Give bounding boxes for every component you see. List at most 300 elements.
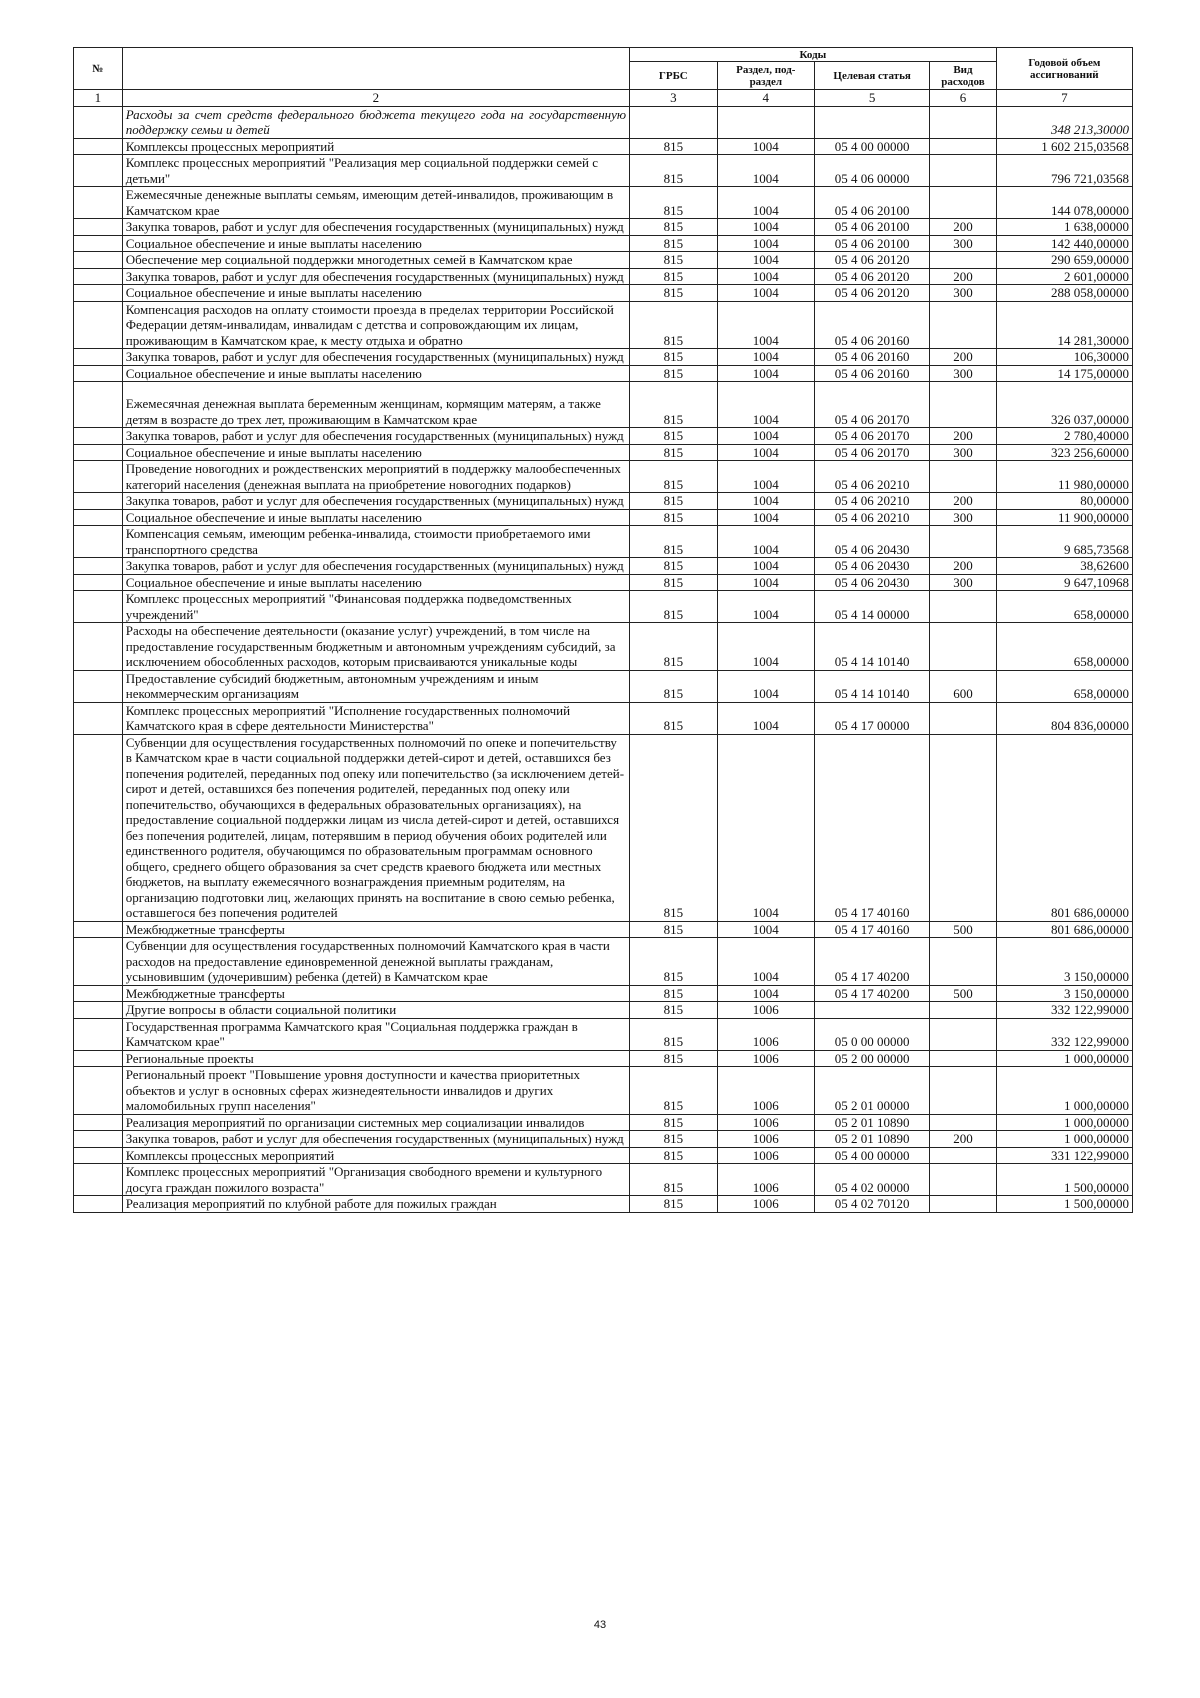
row-num-cell: [74, 219, 123, 236]
table-row: [74, 187, 1133, 219]
row-vid: [930, 1050, 996, 1067]
row-num-cell: [74, 461, 123, 493]
table-row: [74, 268, 1133, 285]
row-num-cell: [74, 702, 123, 734]
row-razdel: 1004: [717, 702, 814, 734]
row-vid: [930, 1147, 996, 1164]
row-cel-stat: 05 4 06 20120: [815, 268, 930, 285]
row-razdel: 1004: [717, 985, 814, 1002]
row-vid: [930, 1067, 996, 1115]
row-name: Межбюджетные трансферты: [122, 985, 629, 1002]
row-name: Социальное обеспечение и иные выплаты населению: [122, 509, 629, 526]
row-name: Реализация мероприятий по организации системных мер социализации инвалидов: [122, 1114, 629, 1131]
row-sum: 658,00000: [996, 591, 1132, 623]
row-sum: 3 150,00000: [996, 938, 1132, 986]
row-grbs: 815: [630, 382, 718, 428]
row-grbs: 815: [630, 938, 718, 986]
row-sum: 1 000,00000: [996, 1114, 1132, 1131]
row-cel-stat: 05 4 14 10140: [815, 623, 930, 671]
row-cel-stat: 05 4 06 20120: [815, 285, 930, 302]
row-razdel: 1004: [717, 428, 814, 445]
row-num-cell: [74, 558, 123, 575]
row-name: Закупка товаров, работ и услуг для обеспечения государственных (муниципальных) нужд: [122, 268, 629, 285]
row-num-cell: [74, 1196, 123, 1213]
row-cel-stat: 05 2 01 00000: [815, 1067, 930, 1115]
row-grbs: 815: [630, 1050, 718, 1067]
table-row: [74, 1147, 1133, 1164]
row-razdel: 1004: [717, 591, 814, 623]
table-row: [74, 1018, 1133, 1050]
row-cel-stat: [815, 1002, 930, 1019]
row-grbs: 815: [630, 285, 718, 302]
page-number: 43: [593, 1619, 607, 1631]
row-razdel: 1006: [717, 1050, 814, 1067]
row-vid: [930, 106, 996, 138]
row-vid: 300: [930, 285, 996, 302]
row-grbs: 815: [630, 444, 718, 461]
row-grbs: 815: [630, 921, 718, 938]
row-razdel: 1004: [717, 252, 814, 269]
row-grbs: [630, 106, 718, 138]
row-name: Расходы за счет средств федерального бюджета текущего года на государственную поддержку семьи и детей: [122, 106, 629, 138]
row-sum: 3 150,00000: [996, 985, 1132, 1002]
row-razdel: 1004: [717, 461, 814, 493]
table-row: [74, 365, 1133, 382]
row-name: Комплексы процессных мероприятий: [122, 138, 629, 155]
row-vid: [930, 252, 996, 269]
row-razdel: 1004: [717, 938, 814, 986]
row-name: Ежемесячные денежные выплаты семьям, имеющим детей-инвалидов, проживающим в Камчатском крае: [122, 187, 629, 219]
row-grbs: 815: [630, 591, 718, 623]
row-grbs: 815: [630, 1147, 718, 1164]
row-vid: [930, 461, 996, 493]
row-razdel: [717, 106, 814, 138]
row-vid: [930, 1018, 996, 1050]
table-row: [74, 591, 1133, 623]
row-num-cell: [74, 1067, 123, 1115]
col-index: 2: [122, 90, 629, 107]
row-sum: 9 647,10968: [996, 574, 1132, 591]
table-row: [74, 509, 1133, 526]
table-row: [74, 382, 1133, 428]
row-grbs: 815: [630, 235, 718, 252]
table-body: [74, 106, 1133, 1212]
row-grbs: 815: [630, 1114, 718, 1131]
row-cel-stat: 05 4 06 20210: [815, 461, 930, 493]
row-cel-stat: 05 4 17 40200: [815, 985, 930, 1002]
row-grbs: 815: [630, 428, 718, 445]
row-num-cell: [74, 382, 123, 428]
row-num-cell: [74, 1050, 123, 1067]
row-cel-stat: 05 4 17 00000: [815, 702, 930, 734]
row-cel-stat: 05 4 06 20210: [815, 493, 930, 510]
row-grbs: 815: [630, 461, 718, 493]
row-name: Проведение новогодних и рождественских мероприятий в поддержку малообеспеченных категорий населения (денежная выплата на приобретение новогодних подарков): [122, 461, 629, 493]
row-grbs: 815: [630, 1164, 718, 1196]
row-razdel: 1006: [717, 1164, 814, 1196]
row-sum: 658,00000: [996, 670, 1132, 702]
row-vid: 300: [930, 509, 996, 526]
row-num-cell: [74, 268, 123, 285]
row-razdel: 1004: [717, 444, 814, 461]
row-num-cell: [74, 235, 123, 252]
header-name-blank: [122, 48, 629, 90]
header-num: №: [74, 48, 123, 90]
row-name: Субвенции для осуществления государственных полномочий Камчатского края в части расходов на предоставление единовременной денежной выплаты гражданам, усыновившим (удочерившим) ребенка (детей) в Камчатском крае: [122, 938, 629, 986]
table-row: [74, 526, 1133, 558]
row-razdel: 1004: [717, 187, 814, 219]
row-sum: 11 980,00000: [996, 461, 1132, 493]
row-num-cell: [74, 670, 123, 702]
row-cel-stat: 05 4 06 20100: [815, 235, 930, 252]
row-grbs: 815: [630, 509, 718, 526]
row-name: Закупка товаров, работ и услуг для обеспечения государственных (муниципальных) нужд: [122, 428, 629, 445]
row-num-cell: [74, 623, 123, 671]
row-grbs: 815: [630, 985, 718, 1002]
row-cel-stat: 05 4 14 00000: [815, 591, 930, 623]
row-grbs: 815: [630, 670, 718, 702]
row-grbs: 815: [630, 349, 718, 366]
row-sum: 332 122,99000: [996, 1018, 1132, 1050]
row-num-cell: [74, 285, 123, 302]
header-cel-stat: Целевая статья: [815, 62, 930, 90]
row-vid: [930, 1114, 996, 1131]
row-grbs: 815: [630, 526, 718, 558]
row-razdel: 1004: [717, 574, 814, 591]
row-sum: 1 638,00000: [996, 219, 1132, 236]
row-sum: 804 836,00000: [996, 702, 1132, 734]
row-vid: 200: [930, 428, 996, 445]
budget-table: [73, 47, 1133, 1213]
row-vid: [930, 702, 996, 734]
row-razdel: 1004: [717, 235, 814, 252]
table-row: [74, 623, 1133, 671]
table-row: [74, 1196, 1133, 1213]
row-razdel: 1004: [717, 921, 814, 938]
row-num-cell: [74, 1164, 123, 1196]
row-cel-stat: 05 4 02 70120: [815, 1196, 930, 1213]
row-grbs: 815: [630, 702, 718, 734]
row-cel-stat: 05 4 06 00000: [815, 155, 930, 187]
col-index: 3: [630, 90, 718, 107]
row-sum: 331 122,99000: [996, 1147, 1132, 1164]
table-row: [74, 558, 1133, 575]
table-row: [74, 1050, 1133, 1067]
row-grbs: 815: [630, 1196, 718, 1213]
row-grbs: 815: [630, 187, 718, 219]
row-razdel: 1006: [717, 1131, 814, 1148]
row-name: Социальное обеспечение и иные выплаты населению: [122, 235, 629, 252]
row-num-cell: [74, 106, 123, 138]
row-sum: 658,00000: [996, 623, 1132, 671]
row-grbs: 815: [630, 365, 718, 382]
row-cel-stat: 05 4 06 20160: [815, 365, 930, 382]
row-sum: 801 686,00000: [996, 734, 1132, 921]
row-sum: 80,00000: [996, 493, 1132, 510]
row-name: Другие вопросы в области социальной политики: [122, 1002, 629, 1019]
col-index: 6: [930, 90, 996, 107]
table-row: [74, 461, 1133, 493]
row-sum: 2 780,40000: [996, 428, 1132, 445]
row-vid: 300: [930, 574, 996, 591]
row-num-cell: [74, 1002, 123, 1019]
row-sum: 1 500,00000: [996, 1196, 1132, 1213]
row-cel-stat: 05 4 06 20120: [815, 252, 930, 269]
row-name: Межбюджетные трансферты: [122, 921, 629, 938]
row-razdel: 1006: [717, 1147, 814, 1164]
row-vid: [930, 938, 996, 986]
row-grbs: 815: [630, 219, 718, 236]
row-num-cell: [74, 444, 123, 461]
table-row: [74, 444, 1133, 461]
row-num-cell: [74, 921, 123, 938]
row-name: Закупка товаров, работ и услуг для обеспечения государственных (муниципальных) нужд: [122, 493, 629, 510]
row-cel-stat: 05 4 06 20430: [815, 574, 930, 591]
row-cel-stat: 05 4 06 20170: [815, 428, 930, 445]
row-vid: [930, 187, 996, 219]
row-grbs: 815: [630, 301, 718, 349]
table-row: [74, 1067, 1133, 1115]
row-razdel: 1004: [717, 526, 814, 558]
table-row: [74, 155, 1133, 187]
row-name: Закупка товаров, работ и услуг для обеспечения государственных (муниципальных) нужд: [122, 219, 629, 236]
row-cel-stat: 05 4 06 20160: [815, 349, 930, 366]
row-vid: 600: [930, 670, 996, 702]
row-vid: [930, 734, 996, 921]
row-vid: 500: [930, 985, 996, 1002]
row-sum: 1 500,00000: [996, 1164, 1132, 1196]
row-name: Социальное обеспечение и иные выплаты населению: [122, 444, 629, 461]
row-cel-stat: 05 4 17 40160: [815, 734, 930, 921]
row-sum: 14 175,00000: [996, 365, 1132, 382]
budget-sheet: [73, 47, 1133, 1213]
row-vid: [930, 1196, 996, 1213]
row-razdel: 1004: [717, 285, 814, 302]
table-row: [74, 301, 1133, 349]
row-num-cell: [74, 301, 123, 349]
row-cel-stat: 05 4 06 20160: [815, 301, 930, 349]
row-name: Субвенции для осуществления государственных полномочий по опеке и попечительству в Камчатском крае в части социальной поддержки детей-сирот и детей, оставшихся без попечения родителей, переданных под опеку или попечительство (за исключением детей-сирот и детей, оставшихся без попечения родителей, переданных под опеку или попечительство, обучающихся в федеральных образовательных организациях), на предоставление социальной поддержки лицам из числа детей-сирот и детей, оставшихся без попечения родителей, лицам, потерявшим в период обучения обоих родителей или единственного родителя, обучающимся по образовательным программам основного общего, среднего общего образования за счет средств краевого бюджета или местных бюджетов, на выплату ежемесячного вознаграждения приемным родителям, на организацию подготовки лиц, желающих принять на воспитание в свою семью ребенка, оставшегося без попечения родителей: [122, 734, 629, 921]
row-num-cell: [74, 365, 123, 382]
header-kody: Коды: [630, 48, 997, 62]
row-name: Предоставление субсидий бюджетным, автономным учреждениям и иным некоммерческим организациям: [122, 670, 629, 702]
row-razdel: 1006: [717, 1196, 814, 1213]
table-row: [74, 1131, 1133, 1148]
row-name: Ежемесячная денежная выплата беременным женщинам, кормящим матерям, а также детям в возрасте до трех лет, проживающим в Камчатском крае: [122, 382, 629, 428]
table-row: [74, 138, 1133, 155]
row-sum: 142 440,00000: [996, 235, 1132, 252]
row-cel-stat: 05 4 06 20100: [815, 219, 930, 236]
row-name: Расходы на обеспечение деятельности (оказание услуг) учреждений, в том числе на предоставление государственным бюджетным и автономным учреждениям субсидий, за исключением обособленных расходов, которым присваиваются уникальные коды: [122, 623, 629, 671]
row-name: Комплексы процессных мероприятий: [122, 1147, 629, 1164]
row-name: Закупка товаров, работ и услуг для обеспечения государственных (муниципальных) нужд: [122, 1131, 629, 1148]
row-num-cell: [74, 985, 123, 1002]
row-razdel: 1004: [717, 509, 814, 526]
row-razdel: 1004: [717, 670, 814, 702]
row-num-cell: [74, 349, 123, 366]
row-name: Региональный проект "Повышение уровня доступности и качества приоритетных объектов и услуг в основных сферах жизнедеятельности инвалидов и других маломобильных групп населения": [122, 1067, 629, 1115]
row-razdel: 1004: [717, 301, 814, 349]
row-cel-stat: 05 4 14 10140: [815, 670, 930, 702]
row-sum: 348 213,30000: [996, 106, 1132, 138]
row-razdel: 1004: [717, 558, 814, 575]
row-razdel: 1004: [717, 493, 814, 510]
row-razdel: 1006: [717, 1002, 814, 1019]
table-row: [74, 219, 1133, 236]
row-sum: 801 686,00000: [996, 921, 1132, 938]
row-sum: 1 000,00000: [996, 1131, 1132, 1148]
row-vid: 300: [930, 444, 996, 461]
table-row: [74, 1002, 1133, 1019]
table-row: [74, 574, 1133, 591]
row-razdel: 1006: [717, 1114, 814, 1131]
row-num-cell: [74, 187, 123, 219]
row-vid: 200: [930, 219, 996, 236]
row-razdel: 1004: [717, 623, 814, 671]
row-sum: 323 256,60000: [996, 444, 1132, 461]
row-razdel: 1004: [717, 219, 814, 236]
header-grbs: ГРБС: [630, 62, 718, 90]
row-name: Комплекс процессных мероприятий "Организация свободного времени и культурного досуга граждан пожилого возраста": [122, 1164, 629, 1196]
row-grbs: 815: [630, 268, 718, 285]
table-row: [74, 252, 1133, 269]
row-sum: 144 078,00000: [996, 187, 1132, 219]
row-vid: [930, 382, 996, 428]
row-grbs: 815: [630, 1002, 718, 1019]
row-cel-stat: 05 4 17 40200: [815, 938, 930, 986]
row-grbs: 815: [630, 1067, 718, 1115]
table-row: [74, 1164, 1133, 1196]
row-grbs: 815: [630, 623, 718, 671]
row-vid: 500: [930, 921, 996, 938]
row-name: Социальное обеспечение и иные выплаты населению: [122, 574, 629, 591]
row-vid: [930, 155, 996, 187]
row-cel-stat: 05 4 00 00000: [815, 1147, 930, 1164]
row-cel-stat: 05 4 00 00000: [815, 138, 930, 155]
table-row: [74, 985, 1133, 1002]
row-sum: 1 000,00000: [996, 1067, 1132, 1115]
row-sum: 290 659,00000: [996, 252, 1132, 269]
row-vid: 200: [930, 268, 996, 285]
row-sum: 2 601,00000: [996, 268, 1132, 285]
row-sum: 1 602 215,03568: [996, 138, 1132, 155]
row-vid: 300: [930, 235, 996, 252]
row-name: Комплекс процессных мероприятий "Финансовая поддержка подведомственных учреждений": [122, 591, 629, 623]
row-name: Компенсация семьям, имеющим ребенка-инвалида, стоимости приобретаемого ими транспортного средства: [122, 526, 629, 558]
header-sum: Годовой объем ассигнований: [996, 48, 1132, 90]
row-razdel: 1006: [717, 1018, 814, 1050]
row-sum: 332 122,99000: [996, 1002, 1132, 1019]
table-row: [74, 349, 1133, 366]
row-num-cell: [74, 734, 123, 921]
row-num-cell: [74, 591, 123, 623]
row-cel-stat: [815, 106, 930, 138]
row-cel-stat: 05 2 01 10890: [815, 1114, 930, 1131]
row-grbs: 815: [630, 493, 718, 510]
col-index: 1: [74, 90, 123, 107]
row-num-cell: [74, 1131, 123, 1148]
row-cel-stat: 05 4 06 20170: [815, 382, 930, 428]
row-sum: 14 281,30000: [996, 301, 1132, 349]
row-name: Комплекс процессных мероприятий "Исполнение государственных полномочий Камчатского края в сфере деятельности Министерства": [122, 702, 629, 734]
table-row: [74, 734, 1133, 921]
row-name: Закупка товаров, работ и услуг для обеспечения государственных (муниципальных) нужд: [122, 349, 629, 366]
row-grbs: 815: [630, 574, 718, 591]
table-row: [74, 428, 1133, 445]
row-name: Компенсация расходов на оплату стоимости проезда в пределах территории Российской Федерации детям-инвалидам, инвалидам с детства и сопровождающим их лицам, проживающим в Камчатском крае, к месту отдыха и обратно: [122, 301, 629, 349]
row-num-cell: [74, 138, 123, 155]
row-num-cell: [74, 252, 123, 269]
row-cel-stat: 05 4 02 00000: [815, 1164, 930, 1196]
row-vid: [930, 623, 996, 671]
row-razdel: 1006: [717, 1067, 814, 1115]
row-grbs: 815: [630, 138, 718, 155]
row-cel-stat: 05 4 17 40160: [815, 921, 930, 938]
table-row: [74, 235, 1133, 252]
row-name: Реализация мероприятий по клубной работе для пожилых граждан: [122, 1196, 629, 1213]
row-grbs: 815: [630, 1018, 718, 1050]
row-name: Закупка товаров, работ и услуг для обеспечения государственных (муниципальных) нужд: [122, 558, 629, 575]
col-index: 4: [717, 90, 814, 107]
row-vid: [930, 1164, 996, 1196]
row-sum: 38,62600: [996, 558, 1132, 575]
row-vid: [930, 138, 996, 155]
row-vid: [930, 591, 996, 623]
row-sum: 11 900,00000: [996, 509, 1132, 526]
row-num-cell: [74, 1018, 123, 1050]
row-razdel: 1004: [717, 734, 814, 921]
table-row: [74, 1114, 1133, 1131]
row-razdel: 1004: [717, 155, 814, 187]
row-cel-stat: 05 0 00 00000: [815, 1018, 930, 1050]
row-name: Обеспечение мер социальной поддержки многодетных семей в Камчатском крае: [122, 252, 629, 269]
row-sum: 326 037,00000: [996, 382, 1132, 428]
row-razdel: 1004: [717, 382, 814, 428]
row-sum: 106,30000: [996, 349, 1132, 366]
column-index-row: [74, 90, 1133, 107]
row-num-cell: [74, 526, 123, 558]
row-cel-stat: 05 2 00 00000: [815, 1050, 930, 1067]
table-row: [74, 493, 1133, 510]
row-grbs: 815: [630, 1131, 718, 1148]
row-vid: 300: [930, 365, 996, 382]
row-grbs: 815: [630, 155, 718, 187]
row-num-cell: [74, 574, 123, 591]
row-vid: [930, 1002, 996, 1019]
row-cel-stat: 05 4 06 20100: [815, 187, 930, 219]
row-name: Комплекс процессных мероприятий "Реализация мер социальной поддержки семей с детьми": [122, 155, 629, 187]
col-index: 5: [815, 90, 930, 107]
row-sum: 1 000,00000: [996, 1050, 1132, 1067]
row-name: Региональные проекты: [122, 1050, 629, 1067]
row-cel-stat: 05 4 06 20430: [815, 558, 930, 575]
row-num-cell: [74, 1147, 123, 1164]
table-row: [74, 921, 1133, 938]
row-razdel: 1004: [717, 138, 814, 155]
row-grbs: 815: [630, 558, 718, 575]
row-num-cell: [74, 1114, 123, 1131]
row-name: Государственная программа Камчатского края "Социальная поддержка граждан в Камчатском крае": [122, 1018, 629, 1050]
row-cel-stat: 05 4 06 20170: [815, 444, 930, 461]
header-razdel: Раздел, под-раздел: [717, 62, 814, 90]
row-sum: 288 058,00000: [996, 285, 1132, 302]
row-cel-stat: 05 4 06 20430: [815, 526, 930, 558]
row-num-cell: [74, 509, 123, 526]
row-name: Социальное обеспечение и иные выплаты населению: [122, 365, 629, 382]
header-vid: Вид расходов: [930, 62, 996, 90]
row-cel-stat: 05 2 01 10890: [815, 1131, 930, 1148]
col-index: 7: [996, 90, 1132, 107]
